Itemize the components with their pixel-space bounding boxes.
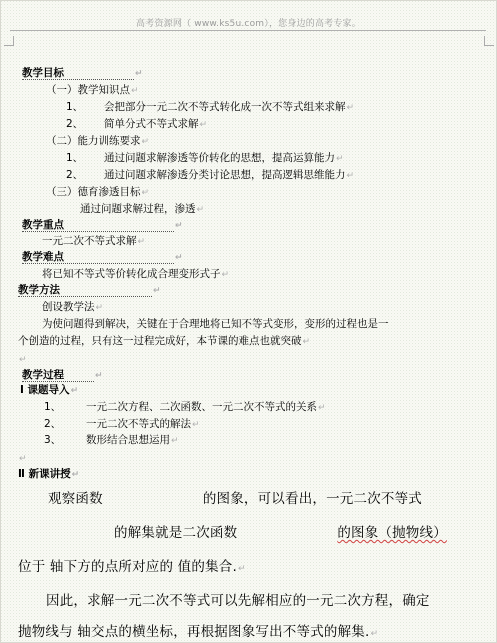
body-line-3: 位于 轴下方的点所对应的 值的集合.↵ — [18, 559, 246, 575]
body-line-1: 观察函数 的图象，可以看出，一元二次不等式 — [48, 491, 423, 507]
method-text: 创设教学法↵ — [42, 301, 104, 313]
page-header: 高考资源网（ www.ks5u.com），您身边的高考专家。 — [136, 19, 361, 29]
empty-paragraph: ↵ — [19, 355, 27, 365]
body-line-5: 抛物线与 轴交点的横坐标，再根据图象写出不等式的解集.↵ — [18, 624, 379, 640]
body-line-2: 的解集就是二次函数 的图象（抛物线） — [114, 525, 447, 541]
method-heading: 教学方法 ↵ — [18, 284, 161, 296]
new-lesson-heading: Ⅱ 新课讲授↵ — [18, 468, 80, 480]
body-line-4: 因此，求解一元二次不等式可以先解相应的一元二次方程，确定 — [46, 593, 430, 609]
method-paragraph-line: 个创造的过程，只有这一过程完成好，本节课的难点也就突破↵ — [18, 335, 311, 347]
key-points-heading: 教学重点 ↵ — [22, 219, 183, 231]
intro-item: 1、 一元二次方程、二次函数、一元二次不等式的关系↵ — [44, 401, 326, 413]
moral-subheading: （三）德育渗透目标↵ — [46, 186, 150, 198]
difficulty-heading: 教学难点 ↵ — [22, 251, 183, 263]
header-rule — [10, 30, 486, 31]
crop-mark-top-right — [484, 36, 494, 46]
crop-mark-top-left — [4, 36, 14, 46]
knowledge-subheading: （一）教学知识点↵ — [46, 84, 139, 96]
intro-item: 2、 一元二次不等式的解法↵ — [44, 418, 200, 430]
goals-heading: 教学目标 ↵ — [22, 67, 143, 79]
process-heading: 教学过程 ↵ — [22, 369, 103, 381]
moral-text: 通过问题求解过程，渗透↵ — [80, 203, 205, 215]
difficulty-text: 将已知不等式等价转化成合理变形式子↵ — [42, 268, 230, 280]
intro-heading: Ⅰ 课题导入↵ — [20, 384, 79, 396]
ability-item: 1、 通过问题求解渗透等价转化的思想，提高运算能力↵ — [66, 152, 344, 164]
method-paragraph-line: 为使问题得到解决，关键在于合理地将已知不等式变形，变形的过程也是一 — [42, 318, 389, 330]
empty-paragraph: ↵ — [19, 454, 27, 464]
key-points-text: 一元二次不等式求解↵ — [42, 235, 146, 247]
knowledge-item: 1、 会把部分一元二次不等式转化成一次不等式组来求解↵ — [66, 101, 355, 113]
intro-item: 3、 数形结合思想运用↵ — [44, 434, 179, 446]
knowledge-item: 2、 简单分式不等式求解↵ — [66, 118, 208, 130]
ability-item: 2、 通过问题求解渗透分类讨论思想，提高逻辑思维能力↵ — [66, 169, 355, 181]
ability-subheading: （二）能力训练要求↵ — [46, 135, 150, 147]
